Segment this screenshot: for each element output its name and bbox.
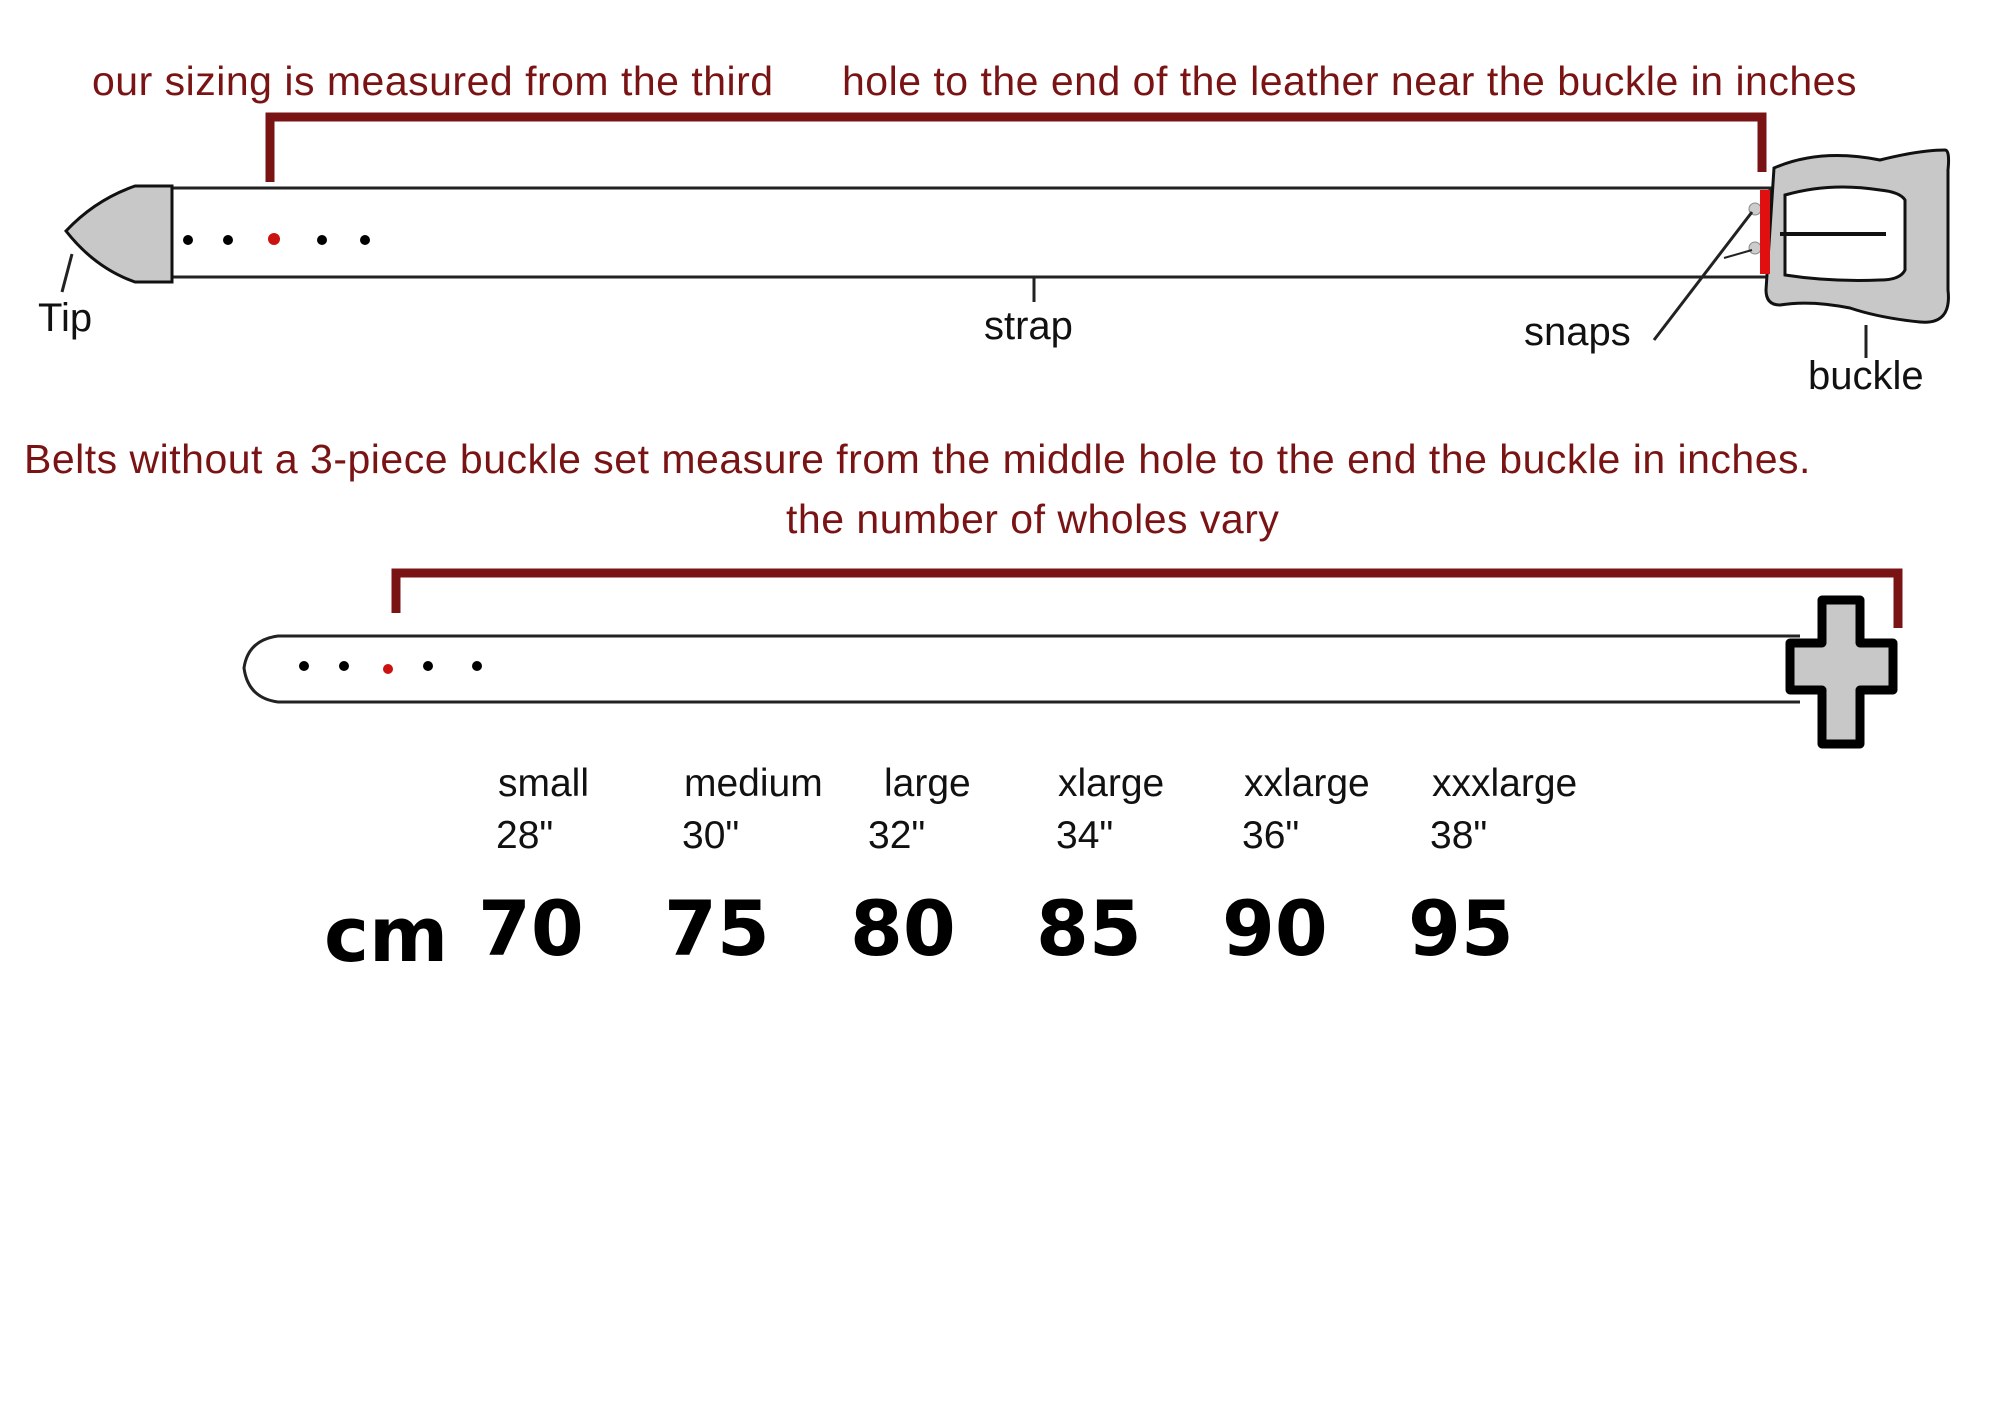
top-hole-5 — [360, 235, 370, 245]
middle-note-line2: the number of wholes vary — [786, 496, 1280, 542]
size-inches-xxlarge: 36" — [1242, 814, 1300, 857]
snaps-label: snaps — [1524, 310, 1631, 354]
top-measure-bracket — [270, 117, 1762, 182]
size-name-xxlarge: xxlarge — [1244, 762, 1370, 805]
top-note-right: hole to the end of the leather near the buckle in inches — [842, 58, 1857, 104]
tip-label: Tip — [38, 296, 93, 340]
top-hole-3 — [268, 233, 280, 245]
size-inches-xlarge: 34" — [1056, 814, 1114, 857]
size-cm-small: 70 — [478, 884, 584, 973]
middle-note-line1: Belts without a 3-piece buckle set measure from the middle hole to the end the buckle in inches. — [24, 436, 1811, 482]
size-name-xlarge: xlarge — [1058, 762, 1165, 805]
top-hole-1 — [183, 235, 193, 245]
size-name-xxxlarge: xxxlarge — [1432, 762, 1578, 805]
buckle-label: buckle — [1808, 354, 1924, 398]
strap-label: strap — [984, 304, 1073, 348]
top-hole-2 — [223, 235, 233, 245]
size-name-medium: medium — [684, 762, 823, 805]
size-inches-medium: 30" — [682, 814, 740, 857]
top-hole-4 — [317, 235, 327, 245]
bottom-measure-bracket — [396, 573, 1898, 628]
bottom-hole-3 — [383, 664, 393, 674]
top-strap — [170, 188, 1770, 277]
bottom-hole-1 — [299, 661, 309, 671]
tip-pointer — [62, 254, 72, 292]
size-name-small: small — [498, 762, 590, 805]
size-cm-xxlarge: 90 — [1222, 884, 1328, 973]
size-inches-small: 28" — [496, 814, 554, 857]
bottom-hole-5 — [472, 661, 482, 671]
size-cm-medium: 75 — [664, 884, 770, 973]
size-cm-xxxlarge: 95 — [1408, 884, 1514, 973]
size-inches-xxxlarge: 38" — [1430, 814, 1488, 857]
size-cm-xlarge: 85 — [1036, 884, 1142, 973]
snap-bar — [1760, 190, 1770, 274]
tip-icon — [66, 186, 172, 282]
size-name-large: large — [884, 762, 971, 805]
cross-buckle-icon — [1790, 600, 1893, 744]
size-inches-large: 32" — [868, 814, 926, 857]
snap-dot-2 — [1749, 242, 1761, 254]
size-cm-large: 80 — [850, 884, 956, 973]
top-note-left: our sizing is measured from the third — [92, 58, 774, 104]
cm-unit-label: cm — [324, 890, 449, 979]
bottom-hole-4 — [423, 661, 433, 671]
bottom-hole-2 — [339, 661, 349, 671]
